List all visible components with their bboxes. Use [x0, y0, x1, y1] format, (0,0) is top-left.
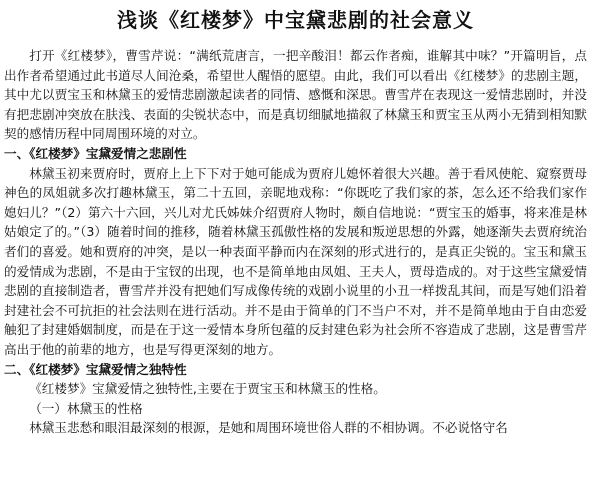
- section-1-body: 林黛玉初来贾府时，贾府上上下下对于她可能成为贾府儿媳怀着很大兴趣。善于看风使舵、窥察贾母神色的凤姐就多次打趣林黛玉，第二十五回，亲昵地戏称：“你既吃了我们家的茶，怎么还不给我们家作媳妇儿？”（2）第六十六回，兴儿对尤氏姊妹介绍贾府人物时，颇自信地说：“贾宝玉的婚事，将来准是林姑娘定了的。”（3）随着时间的推移，随着林黛玉孤傲性格的发展和叛逆思想的外露，她逐渐失去贾府统治者们的喜爱。她和贾府的冲突，是以一种表面平静而内在深刻的形式进行的，是真正尖锐的。宝玉和黛玉的爱情成为悲剧，不是由于宝钗的出现，也不是简单地由凤姐、王夫人，贾母造成的。对于这些宝黛爱情悲剧的直接制造者，曹雪芹并没有把她们写成像传统的戏剧小说里的小丑一样拨乱其间，而是写她们沿着封建社会不可抗拒的社会法则在进行活动。并不是由于简单的门不当户不对，并不是简单地由于自由恋爱触犯了封建婚姻制度，而是在于这一爱情本身所包蕴的反封建色彩为社会所不容造成了悲剧，这是曹雪芹高出于他的前辈的地方，也是写得更深刻的地方。: [4, 165, 587, 357]
- page-title: 浅谈《红楼梦》中宝黛悲剧的社会意义: [117, 8, 474, 32]
- subsection-body: 林黛玉悲愁和眼泪最深刻的根源，是她和周围环境世俗人群的不相协调。不必说恪守名: [29, 420, 508, 436]
- intro-paragraph: 打开《红楼梦》，曹雪芹说：“满纸荒唐言，一把辛酸泪！都云作者痴，谁解其中味？”开篇明旨，点出作者希望通过此书道尽人间沧桑，希望世人醒悟的愿望。由此，我们可以看出《红楼梦》的悲剧主题，其中尤以贾宝玉和林黛玉的爱情悲剧激起读者的同情、感慨和深思。曹雪芹在表现这一爱情悲剧时，并没有把悲剧冲突放在肤浅、表面的尖锐状态中，而是真切细腻地描叙了林黛玉和贾宝玉从两小无猜到相知默契的感情历程中同周围环境的对立。: [4, 48, 587, 142]
- section-2-heading: 二、《红楼梦》宝黛爱情之独特性: [4, 361, 187, 377]
- section-2-body: 《红楼梦》宝黛爱情之独特性,主要在于贾宝玉和林黛玉的性格。: [29, 381, 386, 397]
- section-1-heading: 一、《红楼梦》宝黛爱情之悲剧性: [4, 145, 187, 161]
- subsection-heading: （一）林黛玉的性格: [29, 400, 143, 416]
